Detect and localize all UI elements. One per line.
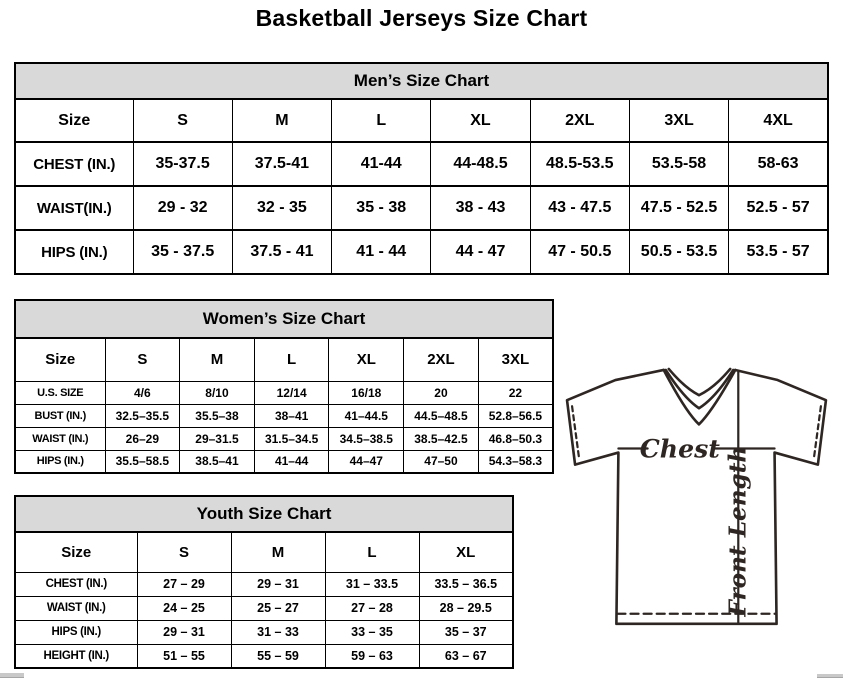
women-value-cell: 26–29 xyxy=(105,427,180,450)
men-col-header-xl: XL xyxy=(431,99,530,142)
men-value-cell: 53.5 - 57 xyxy=(729,230,828,274)
men-value-cell: 58-63 xyxy=(729,142,828,186)
front-length-label: Front Length xyxy=(724,445,752,617)
mens-size-chart xyxy=(14,62,829,275)
women-value-cell: 34.5–38.5 xyxy=(329,427,404,450)
men-value-cell: 48.5-53.5 xyxy=(530,142,629,186)
men-col-header-m: M xyxy=(232,99,331,142)
page-title: Basketball Jerseys Size Chart xyxy=(255,5,588,31)
men-value-cell: 53.5-58 xyxy=(629,142,728,186)
youth-col-header-s: S xyxy=(137,532,231,572)
women-size-table xyxy=(14,299,554,474)
women-col-header-m: M xyxy=(180,338,255,381)
men-value-cell: 47.5 - 52.5 xyxy=(629,186,728,230)
youth-value-cell: 63 – 67 xyxy=(419,644,513,668)
men-col-header-l: L xyxy=(332,99,431,142)
youth-value-cell: 24 – 25 xyxy=(137,596,231,620)
youth-value-cell: 59 – 63 xyxy=(325,644,419,668)
women-value-cell: 32.5–35.5 xyxy=(105,404,180,427)
youth-col-header-l: L xyxy=(325,532,419,572)
women-value-cell: 29–31.5 xyxy=(180,427,255,450)
youth-table-row xyxy=(15,572,513,596)
youth-value-cell: 33 – 35 xyxy=(325,620,419,644)
youth-col-header-m: M xyxy=(231,532,325,572)
women-value-cell: 38.5–41 xyxy=(180,450,255,473)
women-table-title: Women’s Size Chart xyxy=(15,300,553,338)
men-value-cell: 47 - 50.5 xyxy=(530,230,629,274)
women-value-cell: 38–41 xyxy=(254,404,329,427)
youth-value-cell: 35 – 37 xyxy=(419,620,513,644)
women-table-row xyxy=(15,450,553,473)
youth-table-row xyxy=(15,596,513,620)
youth-value-cell: 31 – 33.5 xyxy=(325,572,419,596)
womens-size-chart xyxy=(14,299,554,474)
youth-value-cell: 27 – 28 xyxy=(325,596,419,620)
men-value-cell: 44-48.5 xyxy=(431,142,530,186)
women-value-cell: 8/10 xyxy=(180,381,255,404)
men-table-row xyxy=(15,142,828,186)
women-value-cell: 16/18 xyxy=(329,381,404,404)
youth-value-cell: 33.5 – 36.5 xyxy=(419,572,513,596)
men-value-cell: 35-37.5 xyxy=(133,142,232,186)
women-row-label: U.S. SIZE xyxy=(15,381,105,404)
youth-value-cell: 29 – 31 xyxy=(231,572,325,596)
men-table-row xyxy=(15,186,828,230)
youth-size-table xyxy=(14,495,514,669)
youth-table-row xyxy=(15,644,513,668)
men-value-cell: 37.5-41 xyxy=(232,142,331,186)
women-table-row xyxy=(15,381,553,404)
women-col-header-2xl: 2XL xyxy=(404,338,479,381)
youth-value-cell: 51 – 55 xyxy=(137,644,231,668)
women-col-header-l: L xyxy=(254,338,329,381)
women-col-header-xl: XL xyxy=(329,338,404,381)
chest-label: Chest xyxy=(639,433,720,464)
youth-value-cell: 27 – 29 xyxy=(137,572,231,596)
women-value-cell: 44.5–48.5 xyxy=(404,404,479,427)
men-col-header-s: S xyxy=(133,99,232,142)
women-value-cell: 41–44.5 xyxy=(329,404,404,427)
men-value-cell: 35 - 37.5 xyxy=(133,230,232,274)
men-size-table xyxy=(14,62,829,275)
women-value-cell: 38.5–42.5 xyxy=(404,427,479,450)
men-value-cell: 32 - 35 xyxy=(232,186,331,230)
men-value-cell: 41-44 xyxy=(332,142,431,186)
youth-value-cell: 28 – 29.5 xyxy=(419,596,513,620)
women-value-cell: 54.3–58.3 xyxy=(478,450,553,473)
women-value-cell: 31.5–34.5 xyxy=(254,427,329,450)
youth-value-cell: 55 – 59 xyxy=(231,644,325,668)
men-row-label: HIPS (IN.) xyxy=(15,230,133,274)
youth-col-header-xl: XL xyxy=(419,532,513,572)
men-col-header-2xl: 2XL xyxy=(530,99,629,142)
youth-row-label: HIPS (IN.) xyxy=(15,620,137,644)
men-value-cell: 44 - 47 xyxy=(431,230,530,274)
men-value-cell: 38 - 43 xyxy=(431,186,530,230)
youth-row-label: CHEST (IN.) xyxy=(15,572,137,596)
horizontal-scrollbar-fragment-left[interactable] xyxy=(0,673,24,678)
men-value-cell: 50.5 - 53.5 xyxy=(629,230,728,274)
women-col-header-3xl: 3XL xyxy=(478,338,553,381)
youth-size-chart xyxy=(14,495,514,669)
youth-row-label: HEIGHT (IN.) xyxy=(15,644,137,668)
youth-size-corner-label: Size xyxy=(15,532,137,572)
jersey-collar-inner xyxy=(669,369,730,395)
youth-table-title: Youth Size Chart xyxy=(15,496,513,532)
men-col-header-3xl: 3XL xyxy=(629,99,728,142)
men-value-cell: 52.5 - 57 xyxy=(729,186,828,230)
youth-table-row xyxy=(15,620,513,644)
women-value-cell: 12/14 xyxy=(254,381,329,404)
women-value-cell: 41–44 xyxy=(254,450,329,473)
men-value-cell: 43 - 47.5 xyxy=(530,186,629,230)
youth-row-label: WAIST (IN.) xyxy=(15,596,137,620)
women-value-cell: 47–50 xyxy=(404,450,479,473)
women-value-cell: 35.5–38 xyxy=(180,404,255,427)
jersey-collar-outer xyxy=(664,370,736,424)
men-value-cell: 35 - 38 xyxy=(332,186,431,230)
men-row-label: CHEST (IN.) xyxy=(15,142,133,186)
women-value-cell: 52.8–56.5 xyxy=(478,404,553,427)
men-col-header-4xl: 4XL xyxy=(729,99,828,142)
men-table-title: Men’s Size Chart xyxy=(15,63,828,99)
women-value-cell: 4/6 xyxy=(105,381,180,404)
women-row-label: BUST (IN.) xyxy=(15,404,105,427)
youth-value-cell: 25 – 27 xyxy=(231,596,325,620)
men-size-corner-label: Size xyxy=(15,99,133,142)
women-size-corner-label: Size xyxy=(15,338,105,381)
women-row-label: HIPS (IN.) xyxy=(15,450,105,473)
men-table-row xyxy=(15,230,828,274)
women-table-row xyxy=(15,427,553,450)
women-value-cell: 22 xyxy=(478,381,553,404)
men-row-label: WAIST(IN.) xyxy=(15,186,133,230)
women-value-cell: 46.8–50.3 xyxy=(478,427,553,450)
women-col-header-s: S xyxy=(105,338,180,381)
youth-value-cell: 31 – 33 xyxy=(231,620,325,644)
women-value-cell: 20 xyxy=(404,381,479,404)
women-value-cell: 35.5–58.5 xyxy=(105,450,180,473)
youth-value-cell: 29 – 31 xyxy=(137,620,231,644)
men-value-cell: 37.5 - 41 xyxy=(232,230,331,274)
men-value-cell: 41 - 44 xyxy=(332,230,431,274)
jersey-outline-svg xyxy=(563,363,835,659)
horizontal-scrollbar-fragment-right[interactable] xyxy=(817,674,843,678)
women-value-cell: 44–47 xyxy=(329,450,404,473)
men-value-cell: 29 - 32 xyxy=(133,186,232,230)
women-table-row xyxy=(15,404,553,427)
jersey-measurement-diagram xyxy=(563,363,835,659)
women-row-label: WAIST (IN.) xyxy=(15,427,105,450)
